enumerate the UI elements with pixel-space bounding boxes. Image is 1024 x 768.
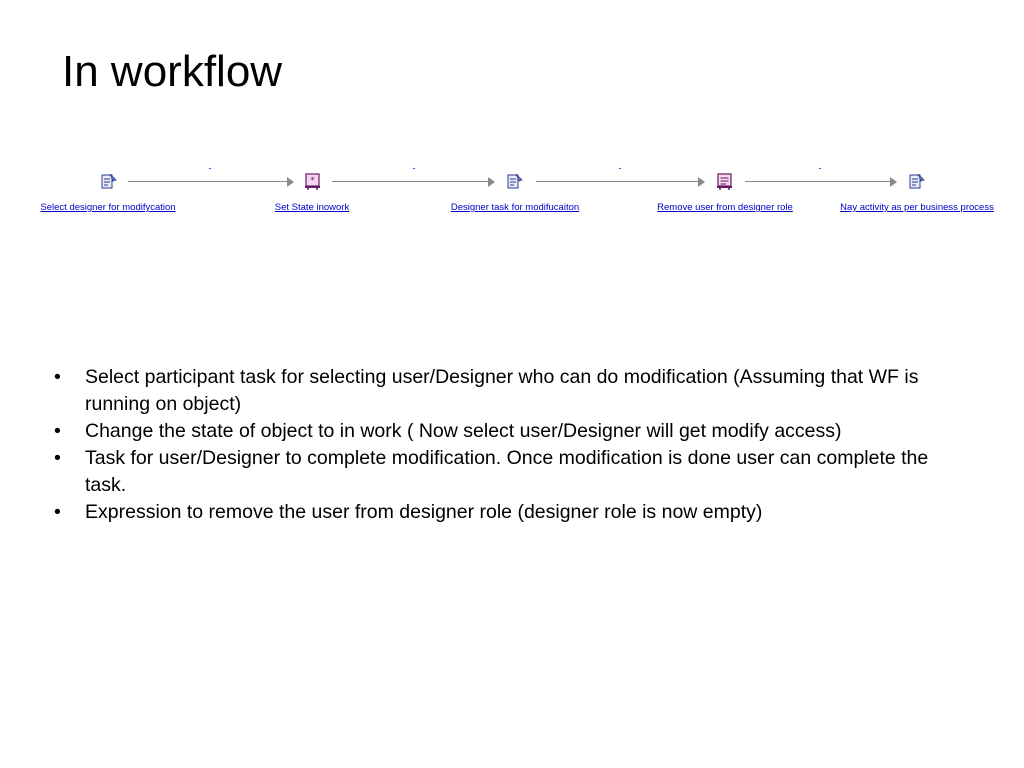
connector-line: [536, 181, 699, 182]
bullet-text: Task for user/Designer to complete modification. Once modification is done user can complete the task.: [85, 447, 929, 496]
robot-expression-icon[interactable]: [716, 172, 734, 190]
connector-label[interactable]: -: [818, 163, 822, 173]
activity-task-icon[interactable]: [100, 172, 118, 190]
connector-line: [332, 181, 489, 182]
svg-text:*: *: [310, 176, 315, 186]
bullet-text: Select participant task for selecting user/Designer who can do modification (Assuming that WF is running on object): [85, 366, 919, 415]
arrow-head-icon: [698, 177, 705, 187]
bullet-item: • Expression to remove the user from designer role (designer role is now empty): [54, 501, 763, 523]
bullet-list: [50, 364, 950, 526]
arrow-head-icon: [287, 177, 294, 187]
workflow-node-label[interactable]: Set State inowork: [274, 202, 350, 213]
bullet-item: • Change the state of object to in work ( Now select user/Designer will get modify access): [54, 420, 842, 442]
workflow-node-label[interactable]: Designer task for modifucaiton: [450, 202, 580, 213]
slide-title: In workflow: [62, 47, 283, 96]
workflow-node-label[interactable]: Select designer for modifycation: [40, 202, 176, 213]
workflow-node-label[interactable]: Remove user from designer role: [657, 202, 793, 213]
bullet-text: Change the state of object to in work ( Now select user/Designer will get modify access): [85, 420, 842, 442]
bullet-text: Expression to remove the user from designer role (designer role is now empty): [85, 501, 763, 523]
bullet-item: • Task for user/Designer to complete modification. Once modification is done user can complete the task.: [54, 447, 929, 496]
arrow-head-icon: [488, 177, 495, 187]
connector-label[interactable]: -: [412, 163, 416, 173]
arrow-head-icon: [890, 177, 897, 187]
activity-task-icon[interactable]: [506, 172, 524, 190]
robot-set-state-icon[interactable]: [304, 172, 322, 190]
bullet-item: • Select participant task for selecting user/Designer who can do modification (Assuming that WF is running on object): [54, 366, 919, 415]
connector-label[interactable]: -: [618, 163, 622, 173]
connector-line: [128, 181, 288, 182]
workflow-diagram: [0, 160, 1024, 230]
connector-label[interactable]: -: [208, 163, 212, 173]
workflow-node-label[interactable]: Nay activity as per business process: [840, 202, 994, 213]
activity-task-icon[interactable]: [908, 172, 926, 190]
connector-line: [745, 181, 891, 182]
